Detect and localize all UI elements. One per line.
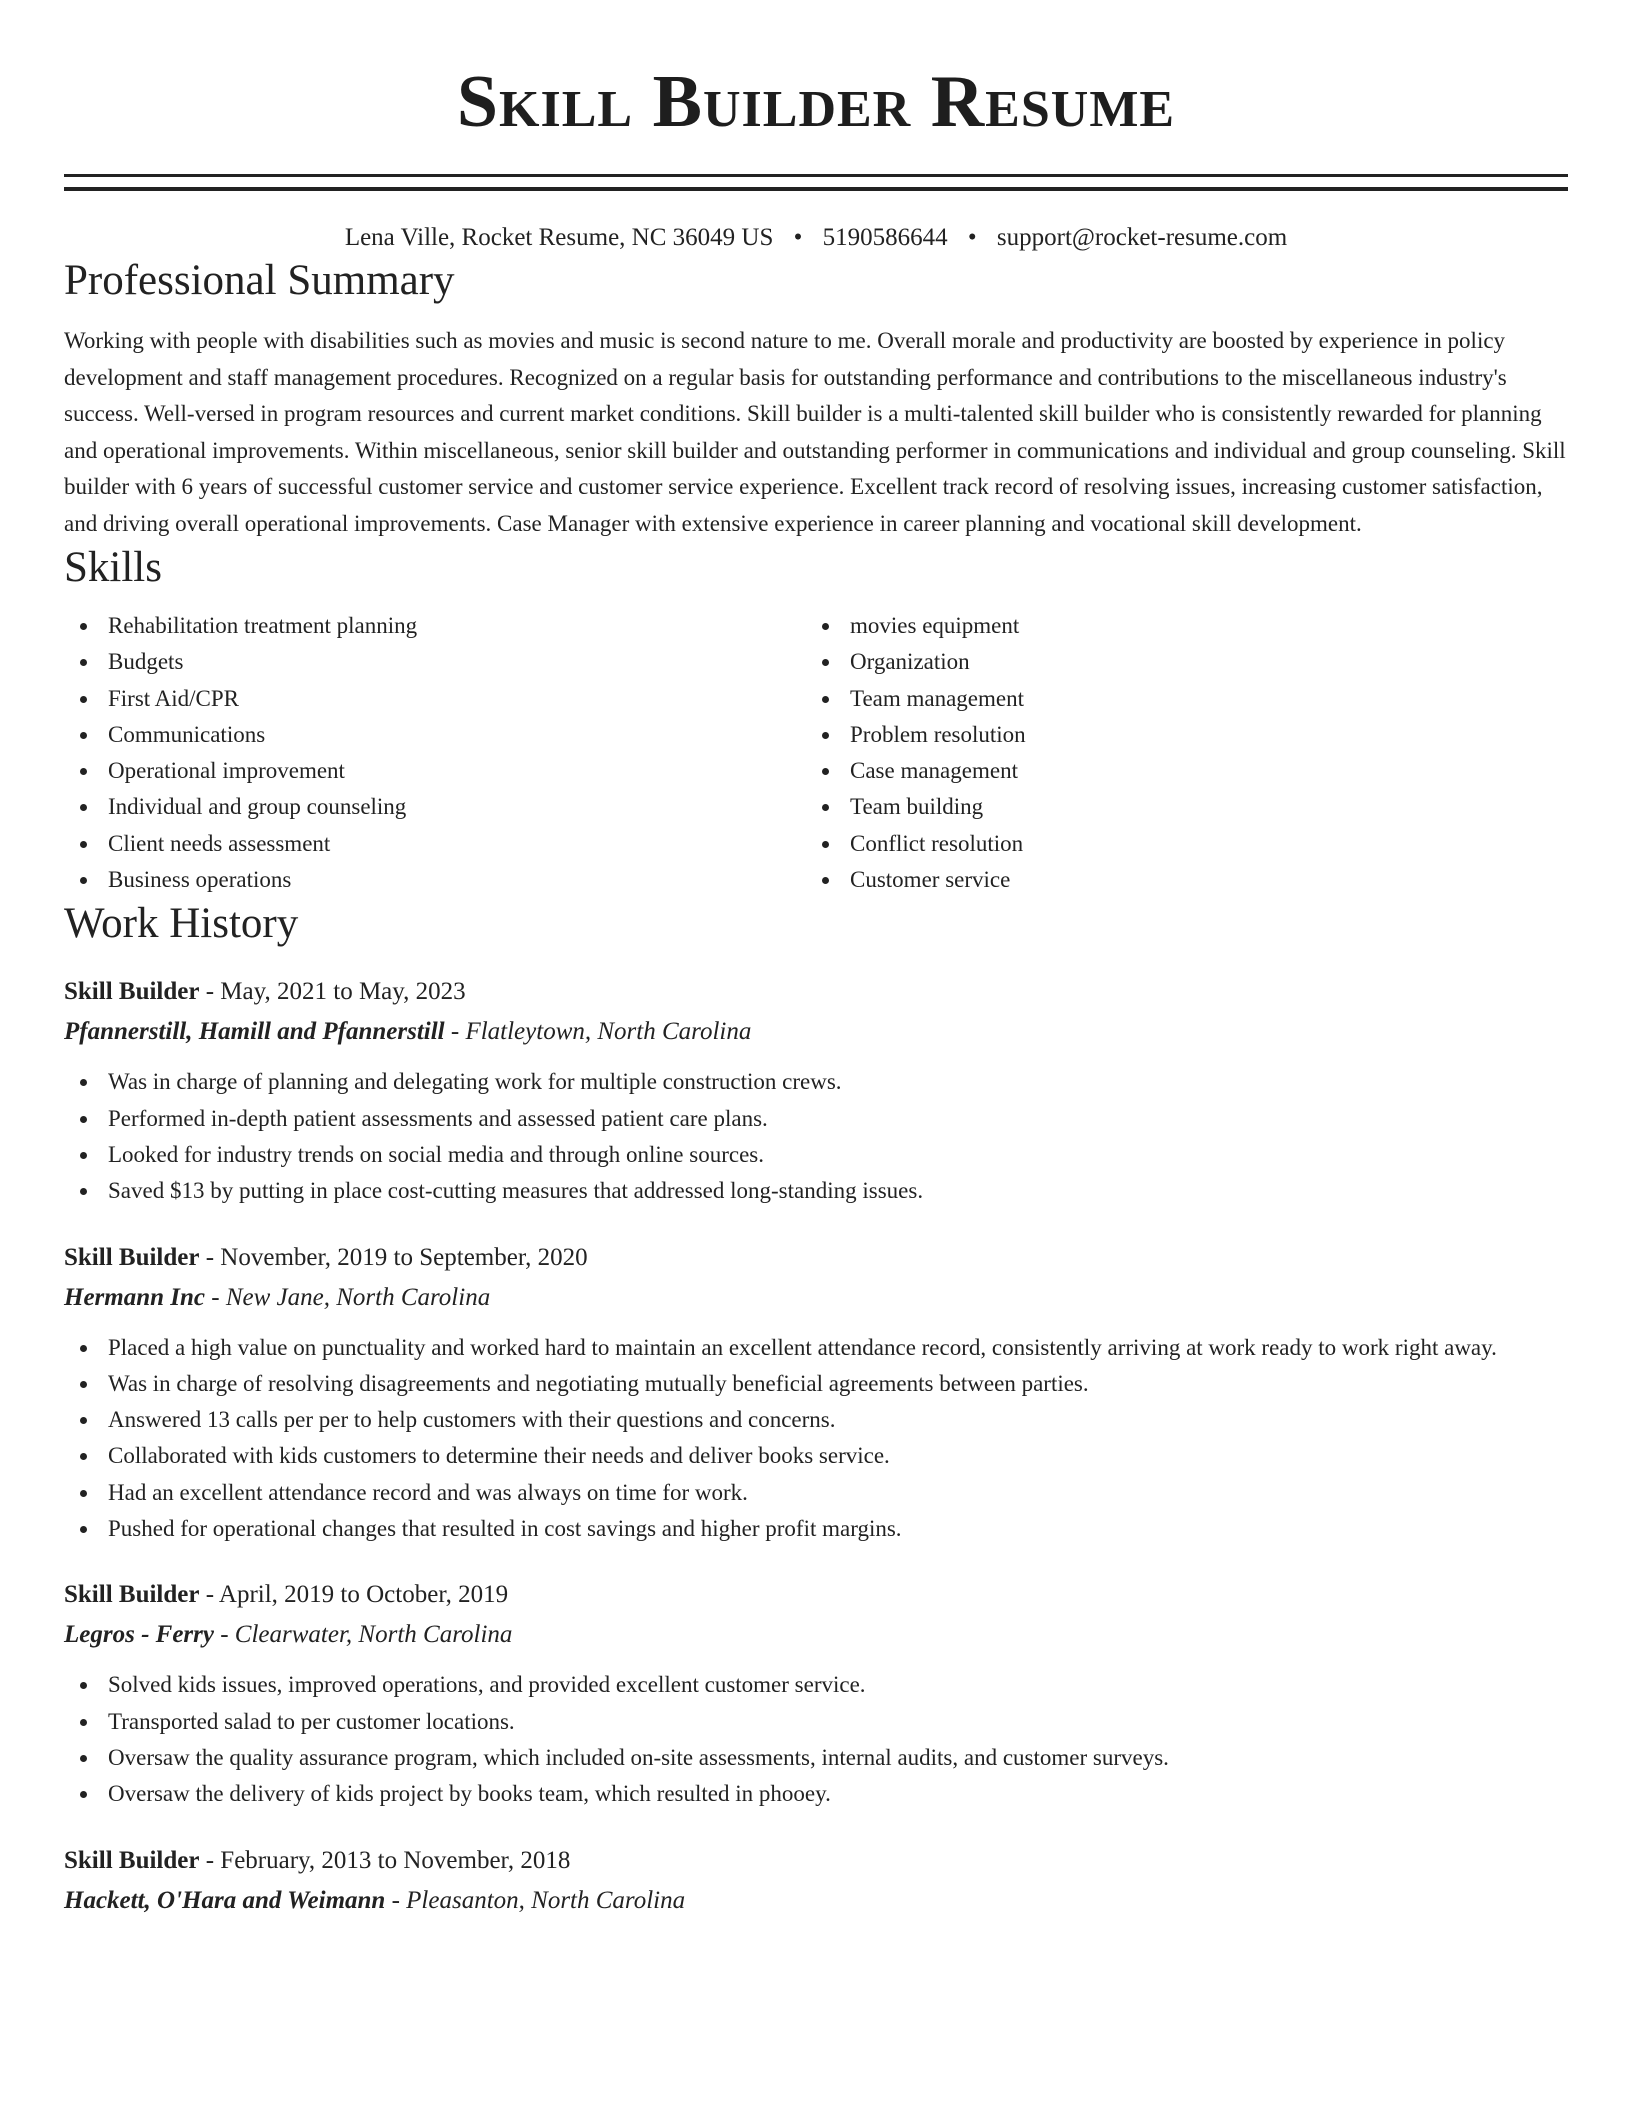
company-location: - Pleasanton, North Carolina [385, 1886, 686, 1914]
job-bullet: Saved $13 by putting in place cost-cutting measures that addressed long-standing issues. [64, 1173, 1568, 1209]
job-entry [64, 1238, 1568, 1548]
contact-line [64, 221, 1568, 255]
company-name: Legros - Ferry [64, 1621, 214, 1649]
company-line [64, 1278, 1568, 1318]
skill-item: Rehabilitation treatment planning [64, 608, 806, 644]
job-bullets [64, 1667, 1568, 1812]
skills-left-list [64, 608, 806, 898]
company-location: - Clearwater, North Carolina [213, 1621, 513, 1649]
job-bullet: Oversaw the delivery of kids project by books team, which resulted in phooey. [64, 1776, 1568, 1812]
skill-item: First Aid/CPR [64, 681, 806, 717]
skill-item: Problem resolution [806, 717, 1548, 753]
skills-right-list [806, 608, 1548, 898]
job-title: Skill Builder [64, 978, 200, 1006]
job-title-line [64, 1238, 1568, 1278]
job-entry [64, 1575, 1568, 1812]
skill-item: Communications [64, 717, 806, 753]
job-bullet: Collaborated with kids customers to determine their needs and deliver books service. [64, 1438, 1568, 1474]
skills-heading: Skills [64, 544, 162, 591]
company-line [64, 1012, 1568, 1052]
contact-separator: • [793, 224, 803, 251]
summary-heading: Professional Summary [64, 257, 455, 304]
skill-item: Case management [806, 753, 1548, 789]
job-bullet: Was in charge of resolving disagreements and negotiating mutually beneficial agreements between parties. [64, 1366, 1568, 1402]
job-entry [64, 972, 1568, 1209]
job-dates: - April, 2019 to October, 2019 [199, 1581, 509, 1609]
skills-columns [64, 608, 1568, 898]
contact-separator: • [967, 224, 977, 251]
summary-text: Working with people with disabilities such as movies and music is second nature to me. Overall morale and productivity are boosted by experience in policy development and staff management procedures. Recognized on a regular basis for outstanding performance and contributions to the miscellaneous industry's success. Well-versed in program resources and current market conditions. Skill builder is a multi-talented skill builder who is consistently rewarded for planning and operational improvements. Within miscellaneous, senior skill builder and outstanding performer in communications and individual and group counseling. Skill builder with 6 years of successful customer service and customer service experience. Excellent track record of resolving issues, increasing customer satisfaction, and driving overall operational improvements. Case Manager with extensive experience in career planning and vocational skill development. [64, 328, 1566, 536]
skill-item: movies equipment [806, 608, 1548, 644]
job-title: Skill Builder [64, 1243, 200, 1271]
company-name: Hermann Inc [64, 1283, 206, 1311]
job-title-line [64, 1841, 1568, 1881]
title-double-rule [64, 174, 1568, 191]
company-line [64, 1615, 1568, 1655]
skill-item: Individual and group counseling [64, 789, 806, 825]
resume-title: Skill Builder Resume [456, 61, 1176, 143]
job-title-line [64, 972, 1568, 1012]
skill-item: Team building [806, 789, 1548, 825]
company-name: Hackett, O'Hara and Weimann [64, 1886, 386, 1914]
contact-address: Lena Ville, Rocket Resume, NC 36049 US [344, 224, 774, 251]
job-bullet: Pushed for operational changes that resulted in cost savings and higher profit margins. [64, 1511, 1568, 1547]
job-bullet: Answered 13 calls per per to help customers with their questions and concerns. [64, 1402, 1568, 1438]
job-dates: - February, 2013 to November, 2018 [199, 1846, 571, 1874]
company-line [64, 1881, 1568, 1921]
skill-item: Organization [806, 644, 1548, 680]
skill-item: Budgets [64, 644, 806, 680]
contact-phone: 5190586644 [822, 224, 948, 251]
company-location: - New Jane, North Carolina [205, 1283, 491, 1311]
work-history-heading: Work History [64, 900, 299, 948]
job-dates: - November, 2019 to September, 2020 [199, 1243, 588, 1271]
job-dates: - May, 2021 to May, 2023 [199, 978, 466, 1006]
skill-item: Business operations [64, 862, 806, 898]
job-bullets [64, 1064, 1568, 1209]
job-bullet: Oversaw the quality assurance program, which included on-site assessments, internal audits, and customer surveys. [64, 1740, 1568, 1776]
company-name: Pfannerstill, Hamill and Pfannerstill [64, 1018, 445, 1046]
job-title: Skill Builder [64, 1581, 200, 1609]
job-bullet: Looked for industry trends on social media and through online sources. [64, 1137, 1568, 1173]
company-location: - Flatleytown, North Carolina [444, 1018, 752, 1046]
job-title-line [64, 1575, 1568, 1615]
skill-item: Client needs assessment [64, 826, 806, 862]
job-bullet: Solved kids issues, improved operations, and provided excellent customer service. [64, 1667, 1568, 1703]
job-bullet: Performed in-depth patient assessments and assessed patient care plans. [64, 1101, 1568, 1137]
skill-item: Conflict resolution [806, 826, 1548, 862]
contact-email: support@rocket-resume.com [996, 224, 1288, 251]
job-bullet: Had an excellent attendance record and was always on time for work. [64, 1475, 1568, 1511]
job-bullet: Transported salad to per customer locations. [64, 1704, 1568, 1740]
skill-item: Customer service [806, 862, 1548, 898]
job-title: Skill Builder [64, 1846, 200, 1874]
skill-item: Team management [806, 681, 1548, 717]
job-entry [64, 1841, 1568, 1921]
job-bullet: Was in charge of planning and delegating work for multiple construction crews. [64, 1064, 1568, 1100]
job-bullets [64, 1330, 1568, 1548]
skill-item: Operational improvement [64, 753, 806, 789]
job-bullet: Placed a high value on punctuality and worked hard to maintain an excellent attendance record, consistently arriving at work ready to work right away. [64, 1330, 1568, 1366]
